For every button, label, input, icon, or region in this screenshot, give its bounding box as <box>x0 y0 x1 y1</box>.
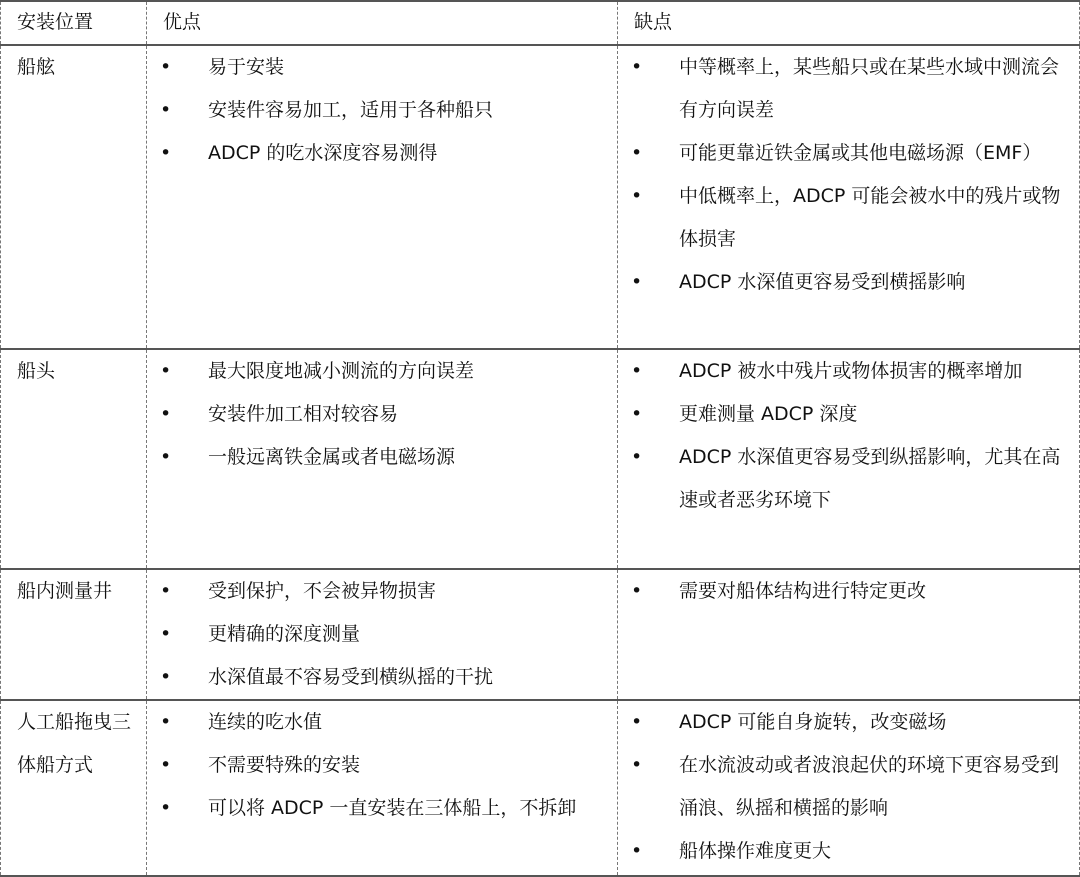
bullet-icon: • <box>160 99 172 121</box>
table-row <box>1 349 1080 569</box>
list-item-text: ADCP 水深值更容易受到纵摇影响，尤其在高速或者恶劣环境下 <box>679 446 1061 511</box>
cons-cell <box>618 349 1080 569</box>
bullet-icon: • <box>160 797 172 819</box>
list-item <box>147 436 617 479</box>
cons-list <box>618 570 1079 613</box>
bullet-icon: • <box>631 754 643 776</box>
cons-cell <box>618 569 1080 700</box>
list-item-text: ADCP 的吃水深度容易测得 <box>208 142 438 164</box>
list-item-text: 船体操作难度更大 <box>679 840 832 862</box>
list-item <box>618 46 1079 132</box>
bullet-icon: • <box>631 403 643 425</box>
bullet-icon: • <box>160 580 172 602</box>
bullet-icon: • <box>631 446 643 468</box>
pros-cell <box>147 45 618 349</box>
cons-cell <box>618 45 1080 349</box>
list-item-text: 水深值最不容易受到横纵摇的干扰 <box>208 666 494 688</box>
list-item-text: 安装件容易加工，适用于各种船只 <box>208 99 494 121</box>
bullet-icon: • <box>631 142 643 164</box>
bullet-icon: • <box>631 580 643 602</box>
list-item-text: 中低概率上，ADCP 可能会被水中的残片或物体损害 <box>679 185 1061 250</box>
location-cell: 船内测量井 <box>1 569 147 700</box>
pros-list <box>147 570 617 699</box>
header-row <box>1 1 1080 45</box>
bullet-icon: • <box>631 56 643 78</box>
table-row <box>1 569 1080 700</box>
list-item-text: 更难测量 ADCP 深度 <box>679 403 858 425</box>
bullet-icon: • <box>631 840 643 862</box>
bullet-icon: • <box>631 711 643 733</box>
cons-list <box>618 46 1079 304</box>
list-item <box>618 393 1079 436</box>
header-pros: 优点 <box>147 1 618 45</box>
list-item <box>147 132 617 175</box>
list-item <box>147 656 617 699</box>
header-location: 安装位置 <box>1 1 147 45</box>
bullet-icon: • <box>631 271 643 293</box>
list-item <box>618 701 1079 744</box>
list-item <box>618 830 1079 873</box>
list-item <box>147 613 617 656</box>
bullet-icon: • <box>160 446 172 468</box>
list-item-text: 可能更靠近铁金属或其他电磁场源（EMF） <box>679 142 1042 164</box>
list-item-text: 一般远离铁金属或者电磁场源 <box>208 446 456 468</box>
location-cell: 船舷 <box>1 45 147 349</box>
bullet-icon: • <box>631 185 643 207</box>
list-item <box>147 787 617 830</box>
list-item <box>618 175 1079 261</box>
bullet-icon: • <box>160 754 172 776</box>
cons-cell <box>618 700 1080 876</box>
list-item <box>147 46 617 89</box>
list-item <box>147 570 617 613</box>
list-item-text: 需要对船体结构进行特定更改 <box>679 580 927 602</box>
table-row <box>1 45 1080 349</box>
bullet-icon: • <box>160 142 172 164</box>
bullet-icon: • <box>160 403 172 425</box>
list-item-text: 更精确的深度测量 <box>208 623 361 645</box>
pros-cell <box>147 349 618 569</box>
table-row <box>1 700 1080 876</box>
list-item <box>147 89 617 132</box>
list-item <box>147 701 617 744</box>
cons-list <box>618 350 1079 522</box>
list-item-text: ADCP 被水中残片或物体损害的概率增加 <box>679 360 1023 382</box>
bullet-icon: • <box>160 623 172 645</box>
list-item-text: 中等概率上，某些船只或在某些水域中测流会有方向误差 <box>679 56 1060 121</box>
bullet-icon: • <box>631 360 643 382</box>
list-item <box>618 132 1079 175</box>
list-item <box>618 261 1079 304</box>
location-cell: 人工船拖曳三体船方式 <box>1 700 147 876</box>
pros-list <box>147 46 617 175</box>
list-item-text: 易于安装 <box>208 56 285 78</box>
list-item-text: ADCP 水深值更容易受到横摇影响 <box>679 271 966 293</box>
list-item-text: 受到保护，不会被异物损害 <box>208 580 437 602</box>
header-cons: 缺点 <box>618 1 1080 45</box>
bullet-icon: • <box>160 666 172 688</box>
list-item <box>618 436 1079 522</box>
list-item-text: 在水流波动或者波浪起伏的环境下更容易受到涌浪、纵摇和横摇的影响 <box>679 754 1060 819</box>
list-item <box>147 744 617 787</box>
list-item-text: 最大限度地减小测流的方向误差 <box>208 360 475 382</box>
list-item <box>618 744 1079 830</box>
location-cell: 船头 <box>1 349 147 569</box>
bullet-icon: • <box>160 360 172 382</box>
list-item-text: ADCP 可能自身旋转，改变磁场 <box>679 711 947 733</box>
pros-cell <box>147 700 618 876</box>
list-item-text: 连续的吃水值 <box>208 711 323 733</box>
list-item <box>618 350 1079 393</box>
cons-list <box>618 701 1079 873</box>
list-item-text: 可以将 ADCP 一直安装在三体船上，不拆卸 <box>208 797 577 819</box>
list-item <box>618 570 1079 613</box>
list-item <box>147 393 617 436</box>
bullet-icon: • <box>160 711 172 733</box>
pros-list <box>147 701 617 830</box>
list-item <box>147 350 617 393</box>
pros-cell <box>147 569 618 700</box>
pros-list <box>147 350 617 479</box>
bullet-icon: • <box>160 56 172 78</box>
list-item-text: 安装件加工相对较容易 <box>208 403 399 425</box>
list-item-text: 不需要特殊的安装 <box>208 754 361 776</box>
